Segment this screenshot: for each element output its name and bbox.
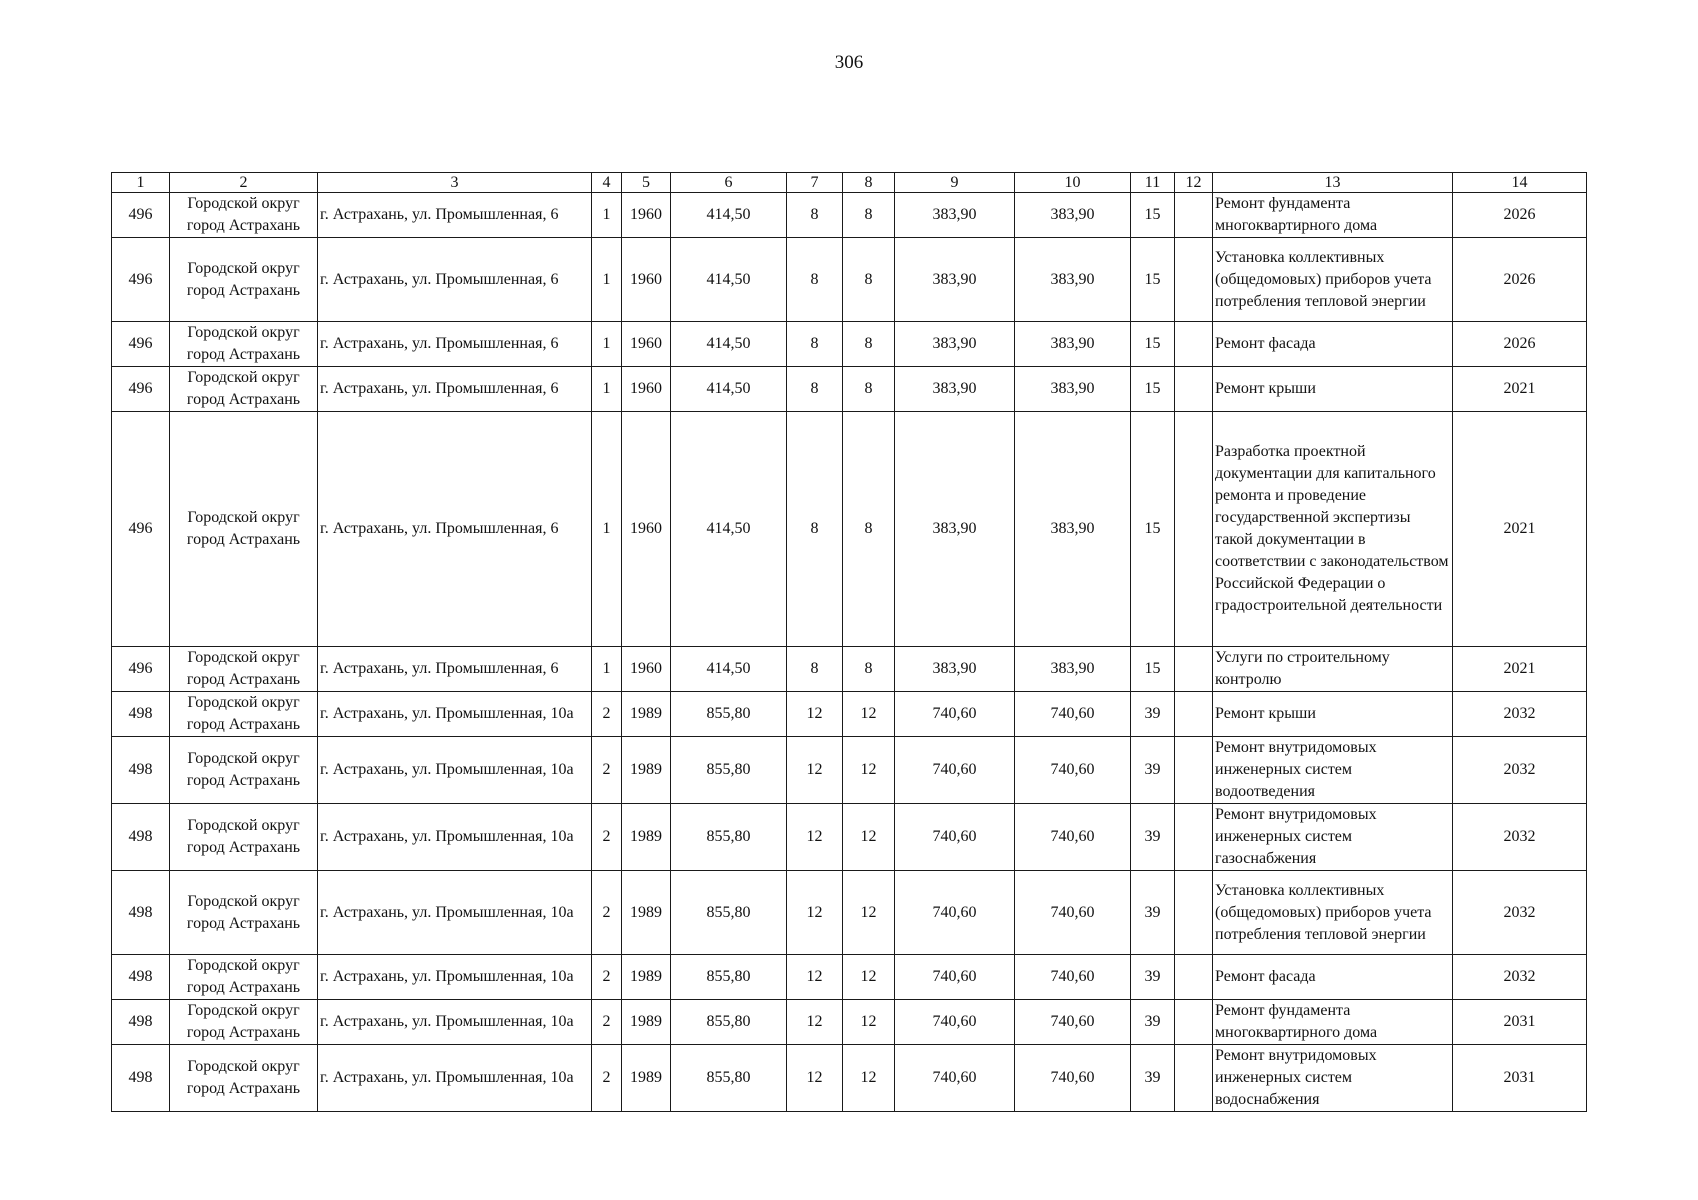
cell-col-4: 1 xyxy=(592,412,622,647)
cell-col-4: 1 xyxy=(592,322,622,367)
column-header-2: 2 xyxy=(170,173,318,193)
cell-total-area: 855,80 xyxy=(671,1045,787,1112)
cell-house-id: 498 xyxy=(112,692,170,737)
cell-municipality: Городской округ город Астрахань xyxy=(170,692,318,737)
cell-col-11: 39 xyxy=(1131,737,1175,804)
cell-work-type: Установка коллективных (общедомовых) приборов учета потребления тепловой энергии xyxy=(1213,871,1453,955)
cell-area-9: 383,90 xyxy=(895,193,1015,238)
cell-municipality: Городской округ город Астрахань xyxy=(170,322,318,367)
cell-col-7: 8 xyxy=(787,412,843,647)
cell-col-12 xyxy=(1175,367,1213,412)
cell-col-8: 12 xyxy=(843,871,895,955)
table-row xyxy=(112,238,1587,322)
cell-area-10: 740,60 xyxy=(1015,955,1131,1000)
cell-year: 1989 xyxy=(622,1045,671,1112)
cell-house-id: 498 xyxy=(112,1045,170,1112)
cell-area-10: 740,60 xyxy=(1015,871,1131,955)
cell-area-10: 740,60 xyxy=(1015,1045,1131,1112)
cell-col-12 xyxy=(1175,737,1213,804)
cell-planned-year: 2032 xyxy=(1453,955,1587,1000)
cell-year: 1960 xyxy=(622,647,671,692)
cell-planned-year: 2021 xyxy=(1453,412,1587,647)
cell-address: г. Астрахань, ул. Промышленная, 6 xyxy=(318,367,592,412)
cell-year: 1960 xyxy=(622,322,671,367)
column-header-12: 12 xyxy=(1175,173,1213,193)
cell-house-id: 498 xyxy=(112,1000,170,1045)
column-header-11: 11 xyxy=(1131,173,1175,193)
cell-house-id: 498 xyxy=(112,737,170,804)
cell-year: 1960 xyxy=(622,193,671,238)
cell-house-id: 496 xyxy=(112,412,170,647)
cell-total-area: 414,50 xyxy=(671,367,787,412)
cell-work-type: Ремонт крыши xyxy=(1213,367,1453,412)
cell-area-10: 740,60 xyxy=(1015,692,1131,737)
table-row xyxy=(112,193,1587,238)
cell-area-10: 383,90 xyxy=(1015,647,1131,692)
column-header-6: 6 xyxy=(671,173,787,193)
cell-col-11: 39 xyxy=(1131,692,1175,737)
cell-col-11: 15 xyxy=(1131,647,1175,692)
cell-total-area: 414,50 xyxy=(671,412,787,647)
cell-year: 1960 xyxy=(622,238,671,322)
table-row xyxy=(112,737,1587,804)
cell-area-9: 740,60 xyxy=(895,1045,1015,1112)
repair-schedule-table xyxy=(111,172,1587,1112)
cell-planned-year: 2032 xyxy=(1453,871,1587,955)
cell-house-id: 496 xyxy=(112,367,170,412)
column-header-8: 8 xyxy=(843,173,895,193)
cell-house-id: 498 xyxy=(112,871,170,955)
cell-year: 1960 xyxy=(622,412,671,647)
cell-col-12 xyxy=(1175,412,1213,647)
cell-municipality: Городской округ город Астрахань xyxy=(170,1000,318,1045)
table-row xyxy=(112,367,1587,412)
cell-address: г. Астрахань, ул. Промышленная, 10а xyxy=(318,1045,592,1112)
cell-total-area: 855,80 xyxy=(671,871,787,955)
cell-col-8: 12 xyxy=(843,955,895,1000)
cell-work-type: Ремонт внутридомовых инженерных систем газоснабжения xyxy=(1213,804,1453,871)
table-row xyxy=(112,412,1587,647)
cell-col-11: 39 xyxy=(1131,871,1175,955)
cell-area-10: 383,90 xyxy=(1015,238,1131,322)
cell-col-4: 2 xyxy=(592,871,622,955)
cell-col-4: 2 xyxy=(592,692,622,737)
cell-year: 1989 xyxy=(622,804,671,871)
cell-col-7: 12 xyxy=(787,1045,843,1112)
table-header xyxy=(112,173,1587,193)
cell-col-7: 8 xyxy=(787,238,843,322)
cell-municipality: Городской округ город Астрахань xyxy=(170,412,318,647)
cell-col-11: 15 xyxy=(1131,322,1175,367)
cell-year: 1960 xyxy=(622,367,671,412)
column-header-10: 10 xyxy=(1015,173,1131,193)
table-row xyxy=(112,322,1587,367)
cell-col-8: 12 xyxy=(843,737,895,804)
cell-year: 1989 xyxy=(622,692,671,737)
cell-area-9: 740,60 xyxy=(895,737,1015,804)
cell-area-10: 383,90 xyxy=(1015,412,1131,647)
cell-total-area: 414,50 xyxy=(671,647,787,692)
cell-col-7: 12 xyxy=(787,955,843,1000)
cell-planned-year: 2021 xyxy=(1453,367,1587,412)
cell-col-12 xyxy=(1175,804,1213,871)
column-header-13: 13 xyxy=(1213,173,1453,193)
cell-col-8: 8 xyxy=(843,322,895,367)
cell-address: г. Астрахань, ул. Промышленная, 6 xyxy=(318,193,592,238)
cell-house-id: 496 xyxy=(112,238,170,322)
cell-col-7: 8 xyxy=(787,193,843,238)
cell-work-type: Ремонт крыши xyxy=(1213,692,1453,737)
table-row xyxy=(112,871,1587,955)
cell-work-type: Ремонт внутридомовых инженерных систем водоотведения xyxy=(1213,737,1453,804)
cell-col-4: 2 xyxy=(592,1000,622,1045)
cell-col-4: 1 xyxy=(592,647,622,692)
cell-area-9: 740,60 xyxy=(895,692,1015,737)
header-row xyxy=(112,173,1587,193)
cell-area-9: 740,60 xyxy=(895,955,1015,1000)
cell-planned-year: 2032 xyxy=(1453,804,1587,871)
cell-col-4: 1 xyxy=(592,193,622,238)
cell-address: г. Астрахань, ул. Промышленная, 10а xyxy=(318,1000,592,1045)
cell-total-area: 855,80 xyxy=(671,1000,787,1045)
cell-col-4: 2 xyxy=(592,1045,622,1112)
cell-area-9: 740,60 xyxy=(895,1000,1015,1045)
cell-work-type: Ремонт фундамента многоквартирного дома xyxy=(1213,193,1453,238)
cell-municipality: Городской округ город Астрахань xyxy=(170,1045,318,1112)
cell-col-11: 39 xyxy=(1131,804,1175,871)
cell-municipality: Городской округ город Астрахань xyxy=(170,193,318,238)
table-row xyxy=(112,804,1587,871)
cell-col-11: 15 xyxy=(1131,367,1175,412)
cell-total-area: 414,50 xyxy=(671,322,787,367)
cell-col-8: 12 xyxy=(843,1045,895,1112)
column-header-3: 3 xyxy=(318,173,592,193)
cell-col-7: 12 xyxy=(787,692,843,737)
table-row xyxy=(112,1000,1587,1045)
cell-house-id: 496 xyxy=(112,322,170,367)
cell-year: 1989 xyxy=(622,737,671,804)
cell-area-9: 383,90 xyxy=(895,647,1015,692)
cell-address: г. Астрахань, ул. Промышленная, 6 xyxy=(318,412,592,647)
cell-col-8: 8 xyxy=(843,647,895,692)
cell-planned-year: 2031 xyxy=(1453,1000,1587,1045)
cell-address: г. Астрахань, ул. Промышленная, 10а xyxy=(318,955,592,1000)
cell-col-7: 12 xyxy=(787,737,843,804)
cell-area-9: 383,90 xyxy=(895,412,1015,647)
column-header-5: 5 xyxy=(622,173,671,193)
cell-address: г. Астрахань, ул. Промышленная, 10а xyxy=(318,692,592,737)
cell-work-type: Ремонт фасада xyxy=(1213,322,1453,367)
cell-total-area: 855,80 xyxy=(671,955,787,1000)
cell-total-area: 855,80 xyxy=(671,804,787,871)
cell-planned-year: 2026 xyxy=(1453,193,1587,238)
cell-col-12 xyxy=(1175,647,1213,692)
cell-total-area: 855,80 xyxy=(671,737,787,804)
table-row xyxy=(112,692,1587,737)
cell-area-10: 383,90 xyxy=(1015,367,1131,412)
cell-area-9: 740,60 xyxy=(895,871,1015,955)
column-header-4: 4 xyxy=(592,173,622,193)
cell-municipality: Городской округ город Астрахань xyxy=(170,737,318,804)
cell-total-area: 855,80 xyxy=(671,692,787,737)
cell-municipality: Городской округ город Астрахань xyxy=(170,647,318,692)
table-body xyxy=(112,193,1587,1112)
cell-municipality: Городской округ город Астрахань xyxy=(170,955,318,1000)
cell-area-10: 383,90 xyxy=(1015,193,1131,238)
cell-planned-year: 2031 xyxy=(1453,1045,1587,1112)
cell-work-type: Ремонт фасада xyxy=(1213,955,1453,1000)
cell-col-11: 39 xyxy=(1131,1000,1175,1045)
cell-municipality: Городской округ город Астрахань xyxy=(170,367,318,412)
cell-col-7: 12 xyxy=(787,1000,843,1045)
cell-year: 1989 xyxy=(622,1000,671,1045)
cell-work-type: Ремонт внутридомовых инженерных систем водоснабжения xyxy=(1213,1045,1453,1112)
cell-area-9: 383,90 xyxy=(895,238,1015,322)
cell-municipality: Городской округ город Астрахань xyxy=(170,871,318,955)
cell-area-10: 740,60 xyxy=(1015,804,1131,871)
column-header-14: 14 xyxy=(1453,173,1587,193)
cell-col-11: 39 xyxy=(1131,1045,1175,1112)
cell-municipality: Городской округ город Астрахань xyxy=(170,238,318,322)
page-number: 306 xyxy=(834,52,864,73)
cell-col-7: 8 xyxy=(787,322,843,367)
cell-year: 1989 xyxy=(622,871,671,955)
cell-col-4: 2 xyxy=(592,804,622,871)
cell-total-area: 414,50 xyxy=(671,193,787,238)
cell-area-10: 740,60 xyxy=(1015,1000,1131,1045)
cell-planned-year: 2032 xyxy=(1453,692,1587,737)
table-row xyxy=(112,1045,1587,1112)
cell-col-4: 2 xyxy=(592,737,622,804)
cell-col-11: 15 xyxy=(1131,412,1175,647)
cell-col-4: 1 xyxy=(592,367,622,412)
cell-col-11: 15 xyxy=(1131,238,1175,322)
cell-address: г. Астрахань, ул. Промышленная, 10а xyxy=(318,737,592,804)
cell-col-11: 39 xyxy=(1131,955,1175,1000)
cell-municipality: Городской округ город Астрахань xyxy=(170,804,318,871)
cell-col-8: 8 xyxy=(843,412,895,647)
cell-house-id: 496 xyxy=(112,193,170,238)
cell-col-11: 15 xyxy=(1131,193,1175,238)
cell-col-12 xyxy=(1175,1045,1213,1112)
cell-work-type: Услуги по строительному контролю xyxy=(1213,647,1453,692)
cell-col-8: 12 xyxy=(843,804,895,871)
cell-planned-year: 2026 xyxy=(1453,238,1587,322)
cell-col-12 xyxy=(1175,1000,1213,1045)
cell-address: г. Астрахань, ул. Промышленная, 10а xyxy=(318,804,592,871)
table-row xyxy=(112,955,1587,1000)
cell-area-9: 740,60 xyxy=(895,804,1015,871)
table-row xyxy=(112,647,1587,692)
cell-planned-year: 2021 xyxy=(1453,647,1587,692)
cell-year: 1989 xyxy=(622,955,671,1000)
cell-col-4: 2 xyxy=(592,955,622,1000)
cell-col-12 xyxy=(1175,692,1213,737)
cell-work-type: Ремонт фундамента многоквартирного дома xyxy=(1213,1000,1453,1045)
cell-area-10: 383,90 xyxy=(1015,322,1131,367)
cell-col-7: 8 xyxy=(787,647,843,692)
cell-col-8: 12 xyxy=(843,1000,895,1045)
cell-col-8: 8 xyxy=(843,367,895,412)
column-header-7: 7 xyxy=(787,173,843,193)
cell-col-12 xyxy=(1175,193,1213,238)
cell-area-9: 383,90 xyxy=(895,322,1015,367)
cell-planned-year: 2032 xyxy=(1453,737,1587,804)
cell-col-12 xyxy=(1175,955,1213,1000)
cell-col-8: 8 xyxy=(843,238,895,322)
column-header-9: 9 xyxy=(895,173,1015,193)
cell-col-12 xyxy=(1175,238,1213,322)
cell-work-type: Разработка проектной документации для капитального ремонта и проведение государственной экспертизы такой документации в соответствии с законодательством Российской Федерации о градостроительной деятельности xyxy=(1213,412,1453,647)
cell-house-id: 498 xyxy=(112,955,170,1000)
cell-col-8: 12 xyxy=(843,692,895,737)
cell-house-id: 496 xyxy=(112,647,170,692)
cell-area-9: 383,90 xyxy=(895,367,1015,412)
cell-address: г. Астрахань, ул. Промышленная, 10а xyxy=(318,871,592,955)
cell-col-7: 12 xyxy=(787,871,843,955)
cell-address: г. Астрахань, ул. Промышленная, 6 xyxy=(318,647,592,692)
cell-planned-year: 2026 xyxy=(1453,322,1587,367)
cell-work-type: Установка коллективных (общедомовых) приборов учета потребления тепловой энергии xyxy=(1213,238,1453,322)
cell-col-12 xyxy=(1175,322,1213,367)
cell-address: г. Астрахань, ул. Промышленная, 6 xyxy=(318,322,592,367)
cell-col-7: 12 xyxy=(787,804,843,871)
cell-col-12 xyxy=(1175,871,1213,955)
cell-col-8: 8 xyxy=(843,193,895,238)
cell-area-10: 740,60 xyxy=(1015,737,1131,804)
cell-col-4: 1 xyxy=(592,238,622,322)
cell-col-7: 8 xyxy=(787,367,843,412)
cell-address: г. Астрахань, ул. Промышленная, 6 xyxy=(318,238,592,322)
cell-house-id: 498 xyxy=(112,804,170,871)
column-header-1: 1 xyxy=(112,173,170,193)
cell-total-area: 414,50 xyxy=(671,238,787,322)
